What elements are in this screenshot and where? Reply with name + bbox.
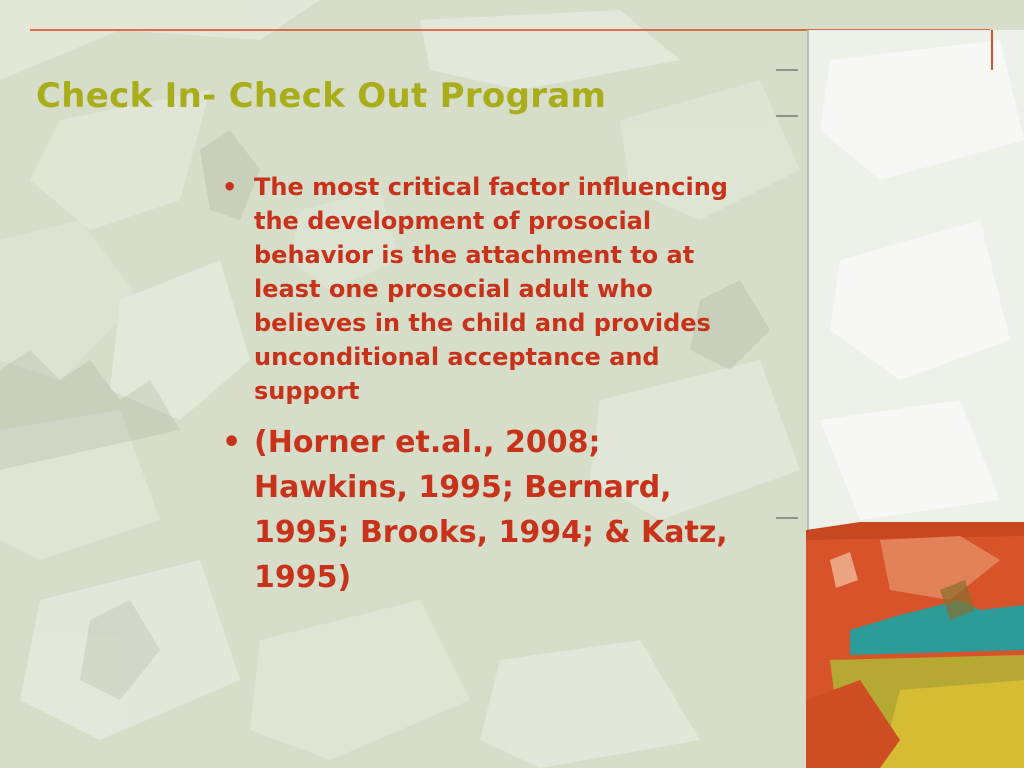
bullet-text: The most critical factor influencing the development of prosocial behavior is the attachment to at least one prosocial adult who believes in the child and provides unconditional acceptance and support xyxy=(254,173,728,405)
bullet-marker: • xyxy=(222,173,238,201)
bullet-list xyxy=(218,170,778,600)
corner-collage xyxy=(806,522,1024,768)
slide-title: Check In- Check Out Program xyxy=(36,76,607,116)
collage-yellow-block xyxy=(880,680,1024,768)
citation-text: (Horner et.al., 2008; Hawkins, 1995; Bernard, 1995; Brooks, 1994; & Katz, 1995) xyxy=(254,425,728,595)
bullet-item xyxy=(218,170,754,408)
bullet-item-citation xyxy=(218,420,754,600)
bullet-marker: • xyxy=(222,425,242,460)
